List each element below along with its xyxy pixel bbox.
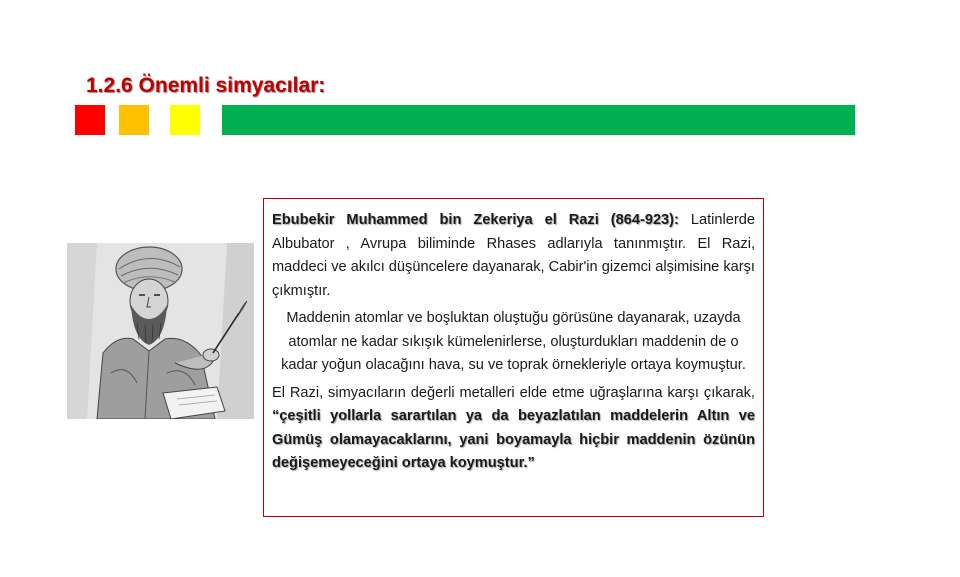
red-square <box>75 105 105 135</box>
metals-text: El Razi, simyacıların değerli metalleri elde etme uğraşlarına karşı çıkarak, <box>272 384 755 401</box>
paragraph-intro <box>272 209 755 303</box>
portrait-drawing <box>67 243 254 419</box>
intro-text: Latinlerde Albubator , Avrupa biliminde Rhases adlarıyla tanınmıştır. El Razi, maddeci ve akılcı düşüncelere dayanarak, Cabir'in gizemci alşimisine karşı çıkmıştır. <box>272 212 755 299</box>
el-razi-portrait-image <box>67 243 254 419</box>
metals-quote: “çeşitli yollarla sarartılan ya da beyazlatılan maddelerin Altın ve Gümüş olamayacaklarını, yani boyamayla hiçbir maddenin özünün değişemeyeceğini ortaya koymuştur.” <box>272 408 755 471</box>
paragraph-metals <box>272 382 755 476</box>
yellow-square <box>170 105 200 135</box>
biography-text-box <box>263 198 764 517</box>
name-and-dates: Ebubekir Muhammed bin Zekeriya el Razi (864-923): <box>272 212 679 228</box>
paragraph-atoms: Maddenin atomlar ve boşluktan oluştuğu görüsüne dayanarak, uzayda atomlar ne kadar sıkışık kümelenirlerse, oluşturdukları maddenin de o kadar yoğun olacağını hava, su ve toprak örnekleriyle ortaya koymuştur. <box>281 310 746 373</box>
orange-square <box>119 105 149 135</box>
slide-title: 1.2.6 Önemli simyacılar: <box>86 74 326 97</box>
green-bar <box>222 105 855 135</box>
